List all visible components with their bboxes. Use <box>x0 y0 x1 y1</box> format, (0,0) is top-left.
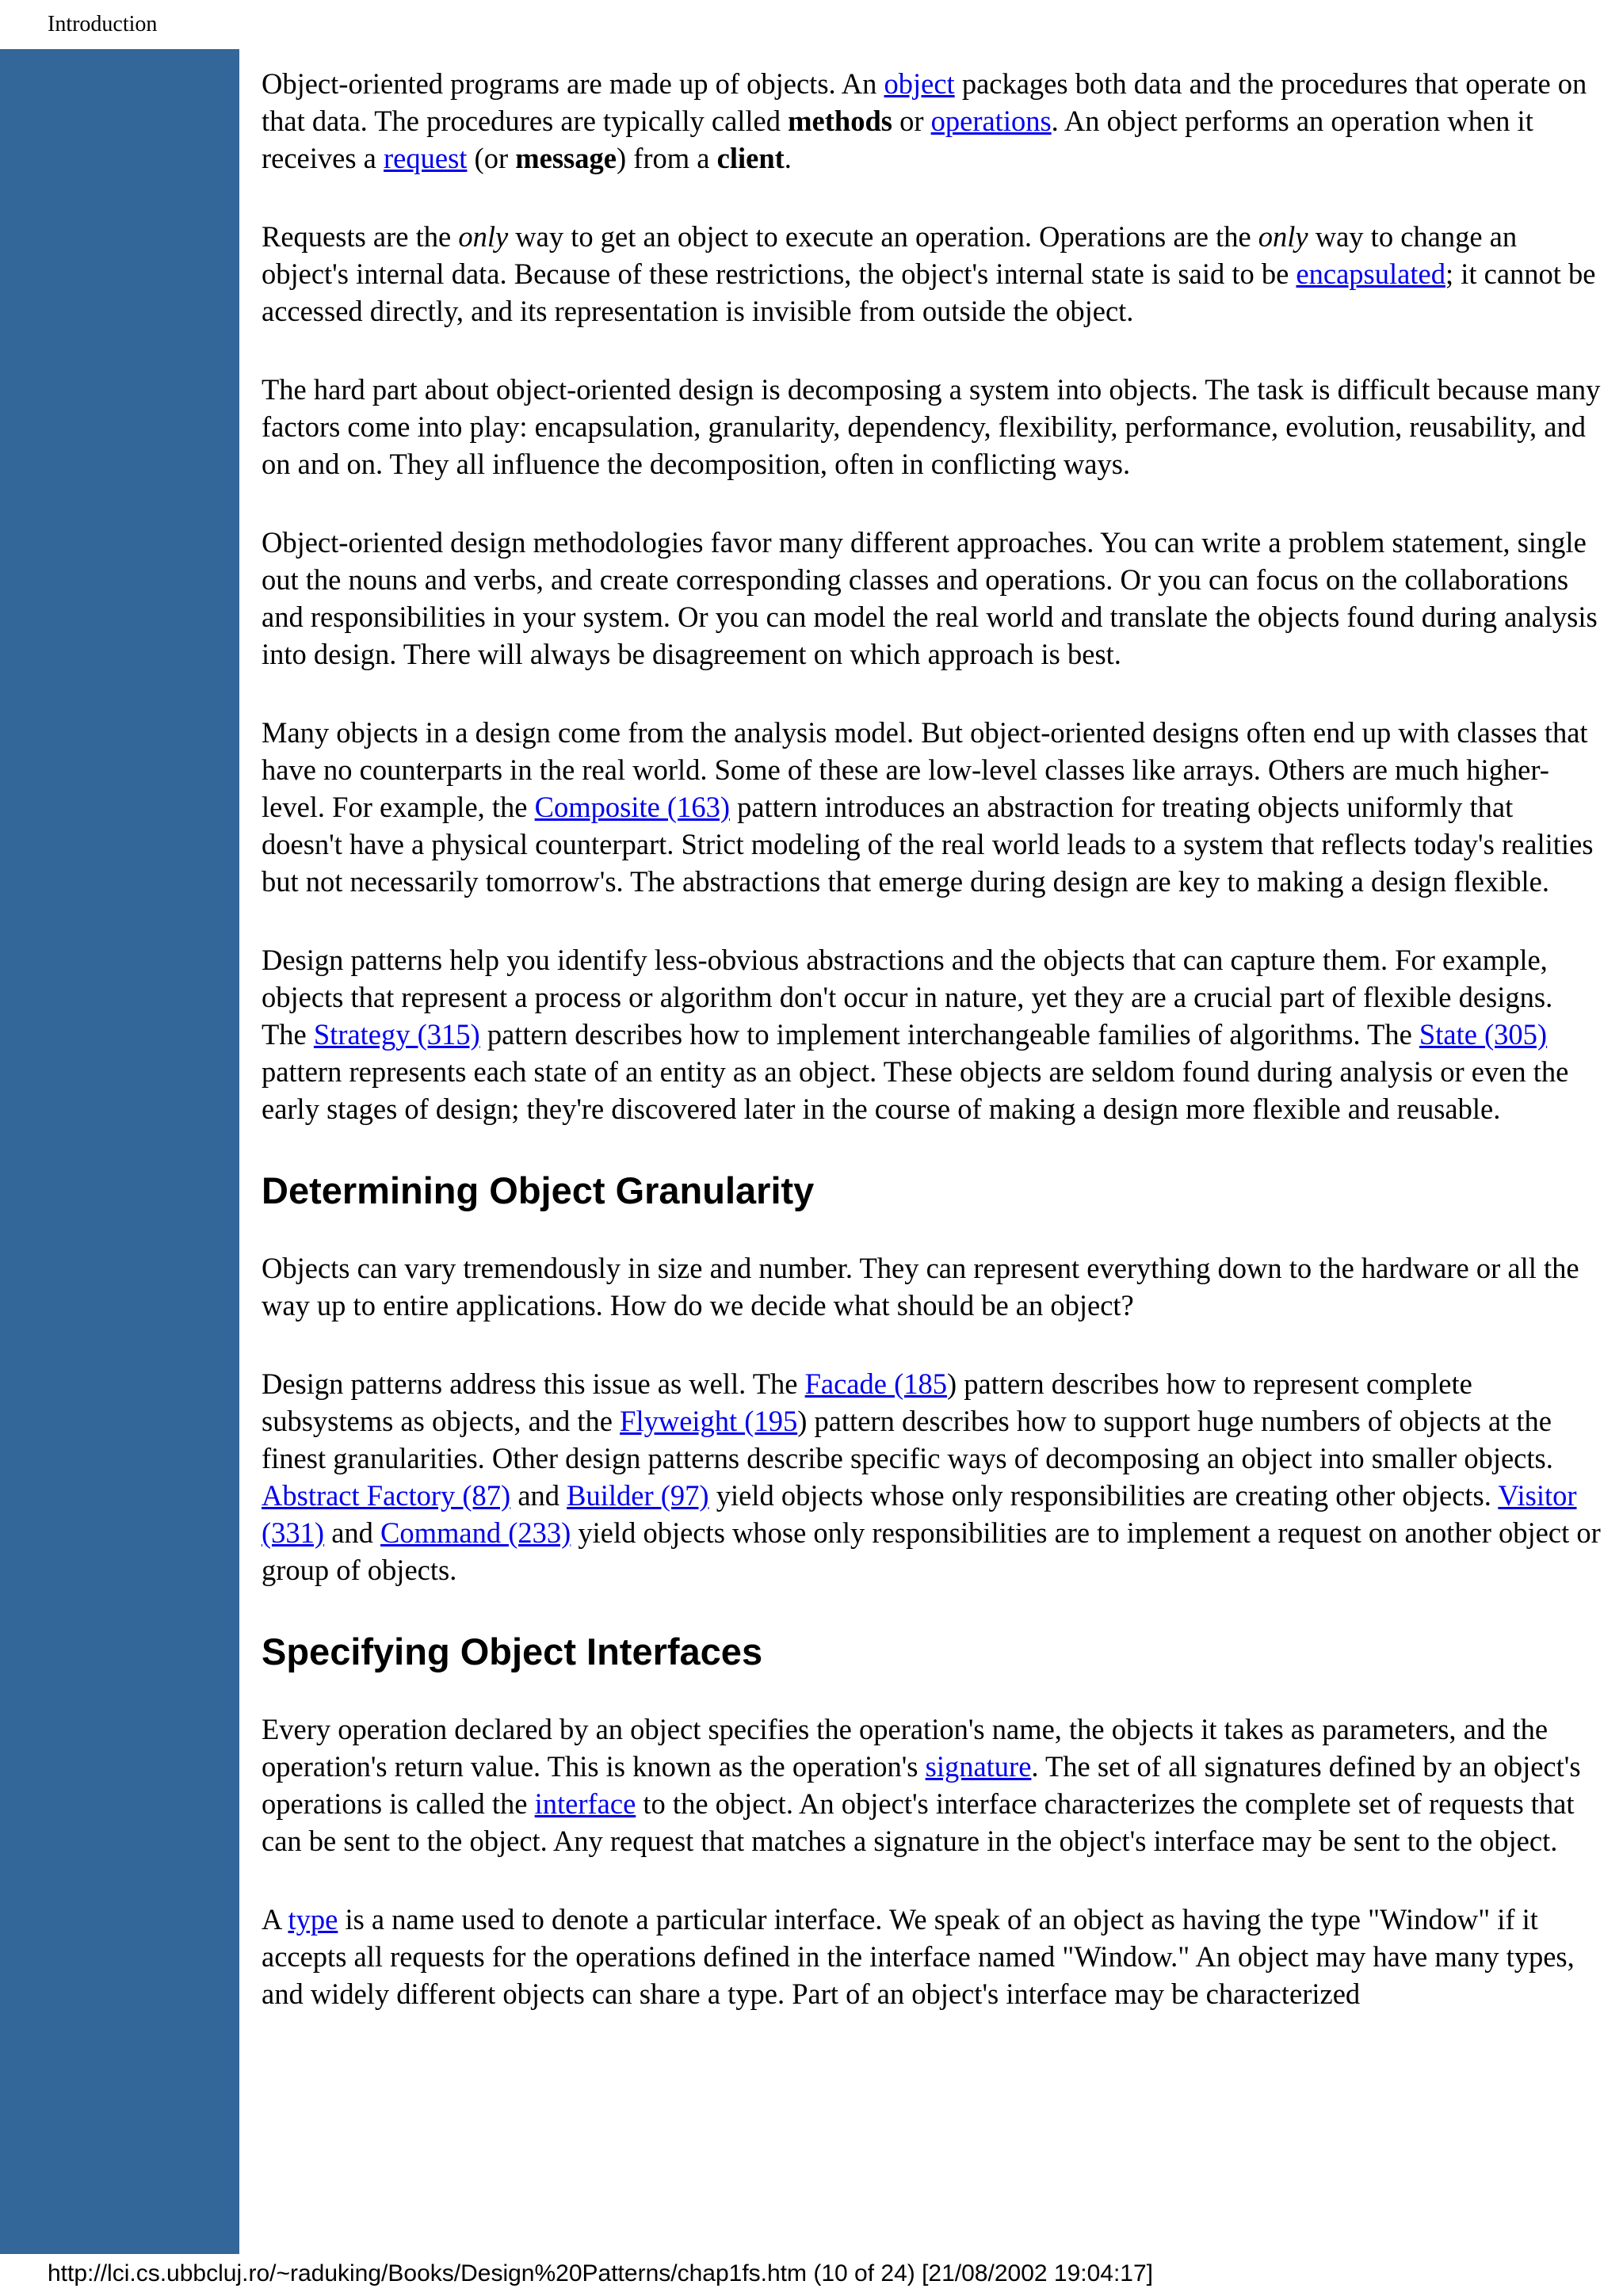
link-signature[interactable]: signature <box>925 1750 1032 1783</box>
left-sidebar-bar <box>0 49 239 2254</box>
link-interface[interactable]: interface <box>534 1787 636 1820</box>
heading-object-interfaces: Specifying Object Interfaces <box>262 1630 763 1672</box>
link-flyweight[interactable]: Flyweight (195 <box>620 1405 798 1437</box>
link-strategy[interactable]: Strategy (315) <box>313 1018 480 1051</box>
paragraph-requests: Requests are the only way to get an object to execute an operation. Operations are the only way to change an object's internal data. Because of these restrictions, the object's internal state is said to be encapsulated; it cannot be accessed directly, and its representation is invisible from outside the object. <box>262 220 1596 327</box>
paragraph-signature: Every operation declared by an object specifies the operation's name, the objects it takes as parameters, and the operation's return value. This is known as the operation's signature. The set of all signatures defined by an object's operations is called the interface to the object. An object's interface characterizes the complete set of requests that can be sent to the object. Any request that matches a signature in the object's interface may be sent to the object. <box>262 1713 1581 1857</box>
link-encapsulated[interactable]: encapsulated <box>1296 257 1445 290</box>
link-abstract-factory[interactable]: Abstract Factory (87) <box>262 1479 511 1512</box>
link-visitor[interactable]: Visitor (331) <box>262 1479 1577 1549</box>
paragraph-size-number: Objects can vary tremendously in size and number. They can represent everything down to the hardware or all the way up to entire applications. How do we decide what should be an object? <box>262 1252 1579 1322</box>
link-object[interactable]: object <box>884 67 955 100</box>
heading-object-granularity: Determining Object Granularity <box>262 1169 815 1211</box>
link-command[interactable]: Command (233) <box>380 1516 571 1549</box>
paragraph-analysis-model: Many objects in a design come from the analysis model. But object-oriented designs often end up with classes that have no counterparts in the real world. Some of these are low-level classes like arrays. Others are much higher-level. For example, the Composite (163) pattern introduces an abstraction for treating objects uniformly that doesn't have a physical counterpart. Strict modeling of the real world leads to a system that reflects today's realities but not necessarily tomorrow's. The abstractions that emerge during design are key to making a design flexible. <box>262 716 1594 898</box>
paragraph-less-obvious-abstractions: Design patterns help you identify less-obvious abstractions and the objects that can capture them. For example, objects that represent a process or algorithm don't occur in nature, yet they are a crucial part of flexible designs. The Strategy (315) pattern describes how to implement interchangeable families of algorithms. The State (305) pattern represents each state of an entity as an object. These objects are seldom found during analysis or even the early stages of design; they're discovered later in the course of making a design more flexible and reusable. <box>262 944 1569 1125</box>
link-state[interactable]: State (305) <box>1419 1018 1548 1051</box>
link-composite[interactable]: Composite (163) <box>534 791 730 823</box>
page-header-title: Introduction <box>48 12 158 36</box>
link-type[interactable]: type <box>288 1903 338 1936</box>
link-operations[interactable]: operations <box>930 105 1052 137</box>
link-facade[interactable]: Facade (185 <box>804 1367 947 1400</box>
paragraph-hard-part: The hard part about object-oriented design is decomposing a system into objects. The task is difficult because many factors come into play: encapsulation, granularity, dependency, flexibility, performance, evolution, reusability, and on and on. They all influence the decomposition, often in conflicting ways. <box>262 373 1601 480</box>
paragraph-granularity-patterns: Design patterns address this issue as well. The Facade (185) pattern describes how to represent complete subsystems as objects, and the Flyweight (195) pattern describes how to support huge numbers of objects at the finest granularities. Other design patterns describe specific ways of decomposing an object into smaller objects. Abstract Factory (87) and Builder (97) yield objects whose only responsibilities are creating other objects. Visitor (331) and Command (233) yield objects whose only responsibilities are to implement a request on another object or group of objects. <box>262 1367 1601 1586</box>
link-request[interactable]: request <box>384 142 468 174</box>
main-content <box>262 65 1601 2054</box>
link-builder[interactable]: Builder (97) <box>567 1479 709 1512</box>
page-footer-url: http://lci.cs.ubbcluj.ro/~raduking/Books/Design%20Patterns/chap1fs.htm (10 of 24) [21/08/2002 19:04:17] <box>48 2260 1154 2286</box>
paragraph-methodologies: Object-oriented design methodologies favor many different approaches. You can write a problem statement, single out the nouns and verbs, and create corresponding classes and operations. Or you can focus on the collaborations and responsibilities in your system. Or you can model the real world and translate the objects found during analysis into design. There will always be disagreement on which approach is best. <box>262 526 1598 670</box>
paragraph-type: A type is a name used to denote a particular interface. We speak of an object as having the type "Window" if it accepts all requests for the operations defined in the interface named "Window." An object may have many types, and widely different objects can share a type. Part of an object's interface may be characterized <box>262 1903 1575 2010</box>
paragraph-objects: Object-oriented programs are made up of objects. An object packages both data and the procedures that operate on that data. The procedures are typically called methods or operations. An object performs an operation when it receives a request (or message) from a client. <box>262 67 1587 174</box>
